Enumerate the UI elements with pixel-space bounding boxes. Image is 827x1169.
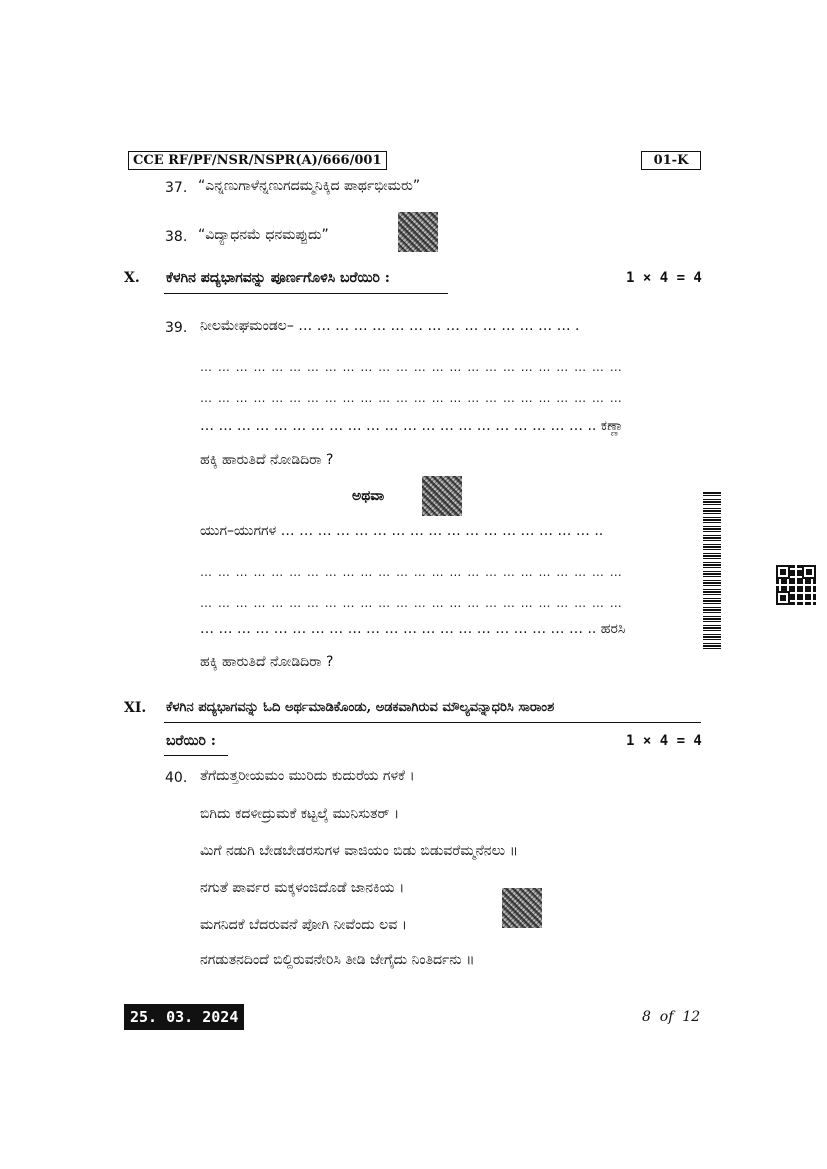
- section-marks: 1 × 4 = 4: [626, 733, 702, 749]
- poem-line: ನಗುತೆ ಪಾರ್ವರ ಮಕ್ಕಳಂಜಿದೊಡೆ ಜಾನಕಿಯ ।: [200, 880, 405, 896]
- poem-line: ಬಿಗಿದು ಕದಳೀದ್ರುಮಕೆ ಕಟ್ಟಲ್ಕೆ ಮುನಿಸುತರ್ ।: [200, 806, 400, 822]
- question-number: 40.: [165, 770, 188, 786]
- section-title-underline: [164, 722, 701, 723]
- section-label: X.: [124, 270, 140, 286]
- question-number: 38.: [165, 229, 188, 245]
- question-text: “ಎನ್ನಣುಗಾಳೆನ್ನಣುಗದಮ್ಮನಿಕ್ಕಿದ ಪಾರ್ಥಭೀಮರು”: [198, 178, 421, 194]
- question-number: 39.: [165, 320, 188, 336]
- section-title-underline: [164, 755, 228, 756]
- poem-line: ನೀಲಮೇಘಮಂಡಲ– … … … … … … … … … … … … … … … .: [200, 318, 580, 334]
- poem-line: ಮಗನಿದಕೆ ಬೆದರುವನೆ ಪೋಗಿ ನೀವೆಂದು ಲವ ।: [200, 917, 407, 933]
- blank-line: … … … … … … … … … … … … … … … … … … … … … … … …: [200, 391, 623, 405]
- qr-code: [776, 565, 816, 605]
- blank-line: … … … … … … … … … … … … … … … … … … … … … … … …: [200, 596, 623, 610]
- question-text: “ವಿದ್ಯಾಧನಮೆ ಧನಮಪ್ಪುದು”: [198, 227, 329, 243]
- qr-finder: [802, 565, 816, 579]
- section-title: ಕೆಳಗಿನ ಪದ್ಯಭಾಗವನ್ನು ಪೂರ್ಣಗೊಳಿಸಿ ಬರೆಯಿರಿ :: [166, 270, 390, 286]
- section-title-continued: ಬರೆಯಿರಿ :: [166, 733, 216, 749]
- section-title: ಕೆಳಗಿನ ಪದ್ಯಭಾಗವನ್ನು ಓದಿ ಅರ್ಥಮಾಡಿಕೊಂಡು, ಅಡಕವಾಗಿರುವ ಮೌಲ್ಯವನ್ನಾಧರಿಸಿ ಸಾರಾಂಶ: [166, 700, 555, 715]
- poem-refrain: ಹಕ್ಕಿ ಹಾರುತಿದೆ ನೋಡಿದಿರಾ ?: [200, 452, 334, 468]
- paper-id: 01-K: [641, 151, 701, 170]
- or-label: ಅಥವಾ: [352, 488, 385, 504]
- qr-finder: [776, 565, 790, 579]
- section-marks: 1 × 4 = 4: [626, 270, 702, 286]
- barcode: [703, 492, 721, 652]
- poem-refrain: ಹಕ್ಕಿ ಹಾರುತಿದೆ ನೋಡಿದಿರಾ ?: [200, 654, 334, 670]
- section-label: XI.: [124, 700, 147, 716]
- poem-line-end: … … … … … … … … … … … … … … … … … … … … … .. ಹರಸಿ: [200, 621, 626, 637]
- poem-line: ಯುಗ–ಯುಗಗಳ … … … … … … … … … … … … … … … … … ..: [200, 523, 604, 539]
- poem-line: ತೆಗೆದುತ್ತರೀಯಮಂ ಮುರಿದು ಕುದುರೆಯ ಗಳಕೆ ।: [200, 768, 415, 784]
- question-number: 37.: [165, 180, 188, 196]
- section-title-underline: [164, 293, 448, 294]
- blank-line: … … … … … … … … … … … … … … … … … … … … … … … …: [200, 360, 623, 374]
- poem-line: ನಗಡುತನದಿಂದೆ ಬಿಲ್ದಿರುವನೇರಿಸಿ ತೀಡಿ ಜೇಗೈದು ನಿಂತಿರ್ದನು ॥: [200, 952, 475, 968]
- security-pattern: [398, 212, 438, 252]
- qr-finder: [776, 591, 790, 605]
- security-pattern: [502, 888, 542, 928]
- security-pattern: [422, 476, 462, 516]
- exam-date: 25. 03. 2024: [124, 1004, 244, 1030]
- blank-line: … … … … … … … … … … … … … … … … … … … … … … … …: [200, 565, 623, 579]
- page-number: 8 of 12: [642, 1009, 701, 1025]
- poem-line-end: … … … … … … … … … … … … … … … … … … … … … .. ಕಣ್ಣಾ: [200, 418, 624, 434]
- paper-code: CCE RF/PF/NSR/NSPR(A)/666/001: [128, 151, 387, 170]
- poem-line: ಮಿಗೆ ನಡುಗಿ ಬೇಡಬೇಡರಸುಗಳ ವಾಜಿಯಂ ಬಿಡು ಬಿಡುವರೆಮ್ಮನೆನಲು ॥: [200, 843, 519, 859]
